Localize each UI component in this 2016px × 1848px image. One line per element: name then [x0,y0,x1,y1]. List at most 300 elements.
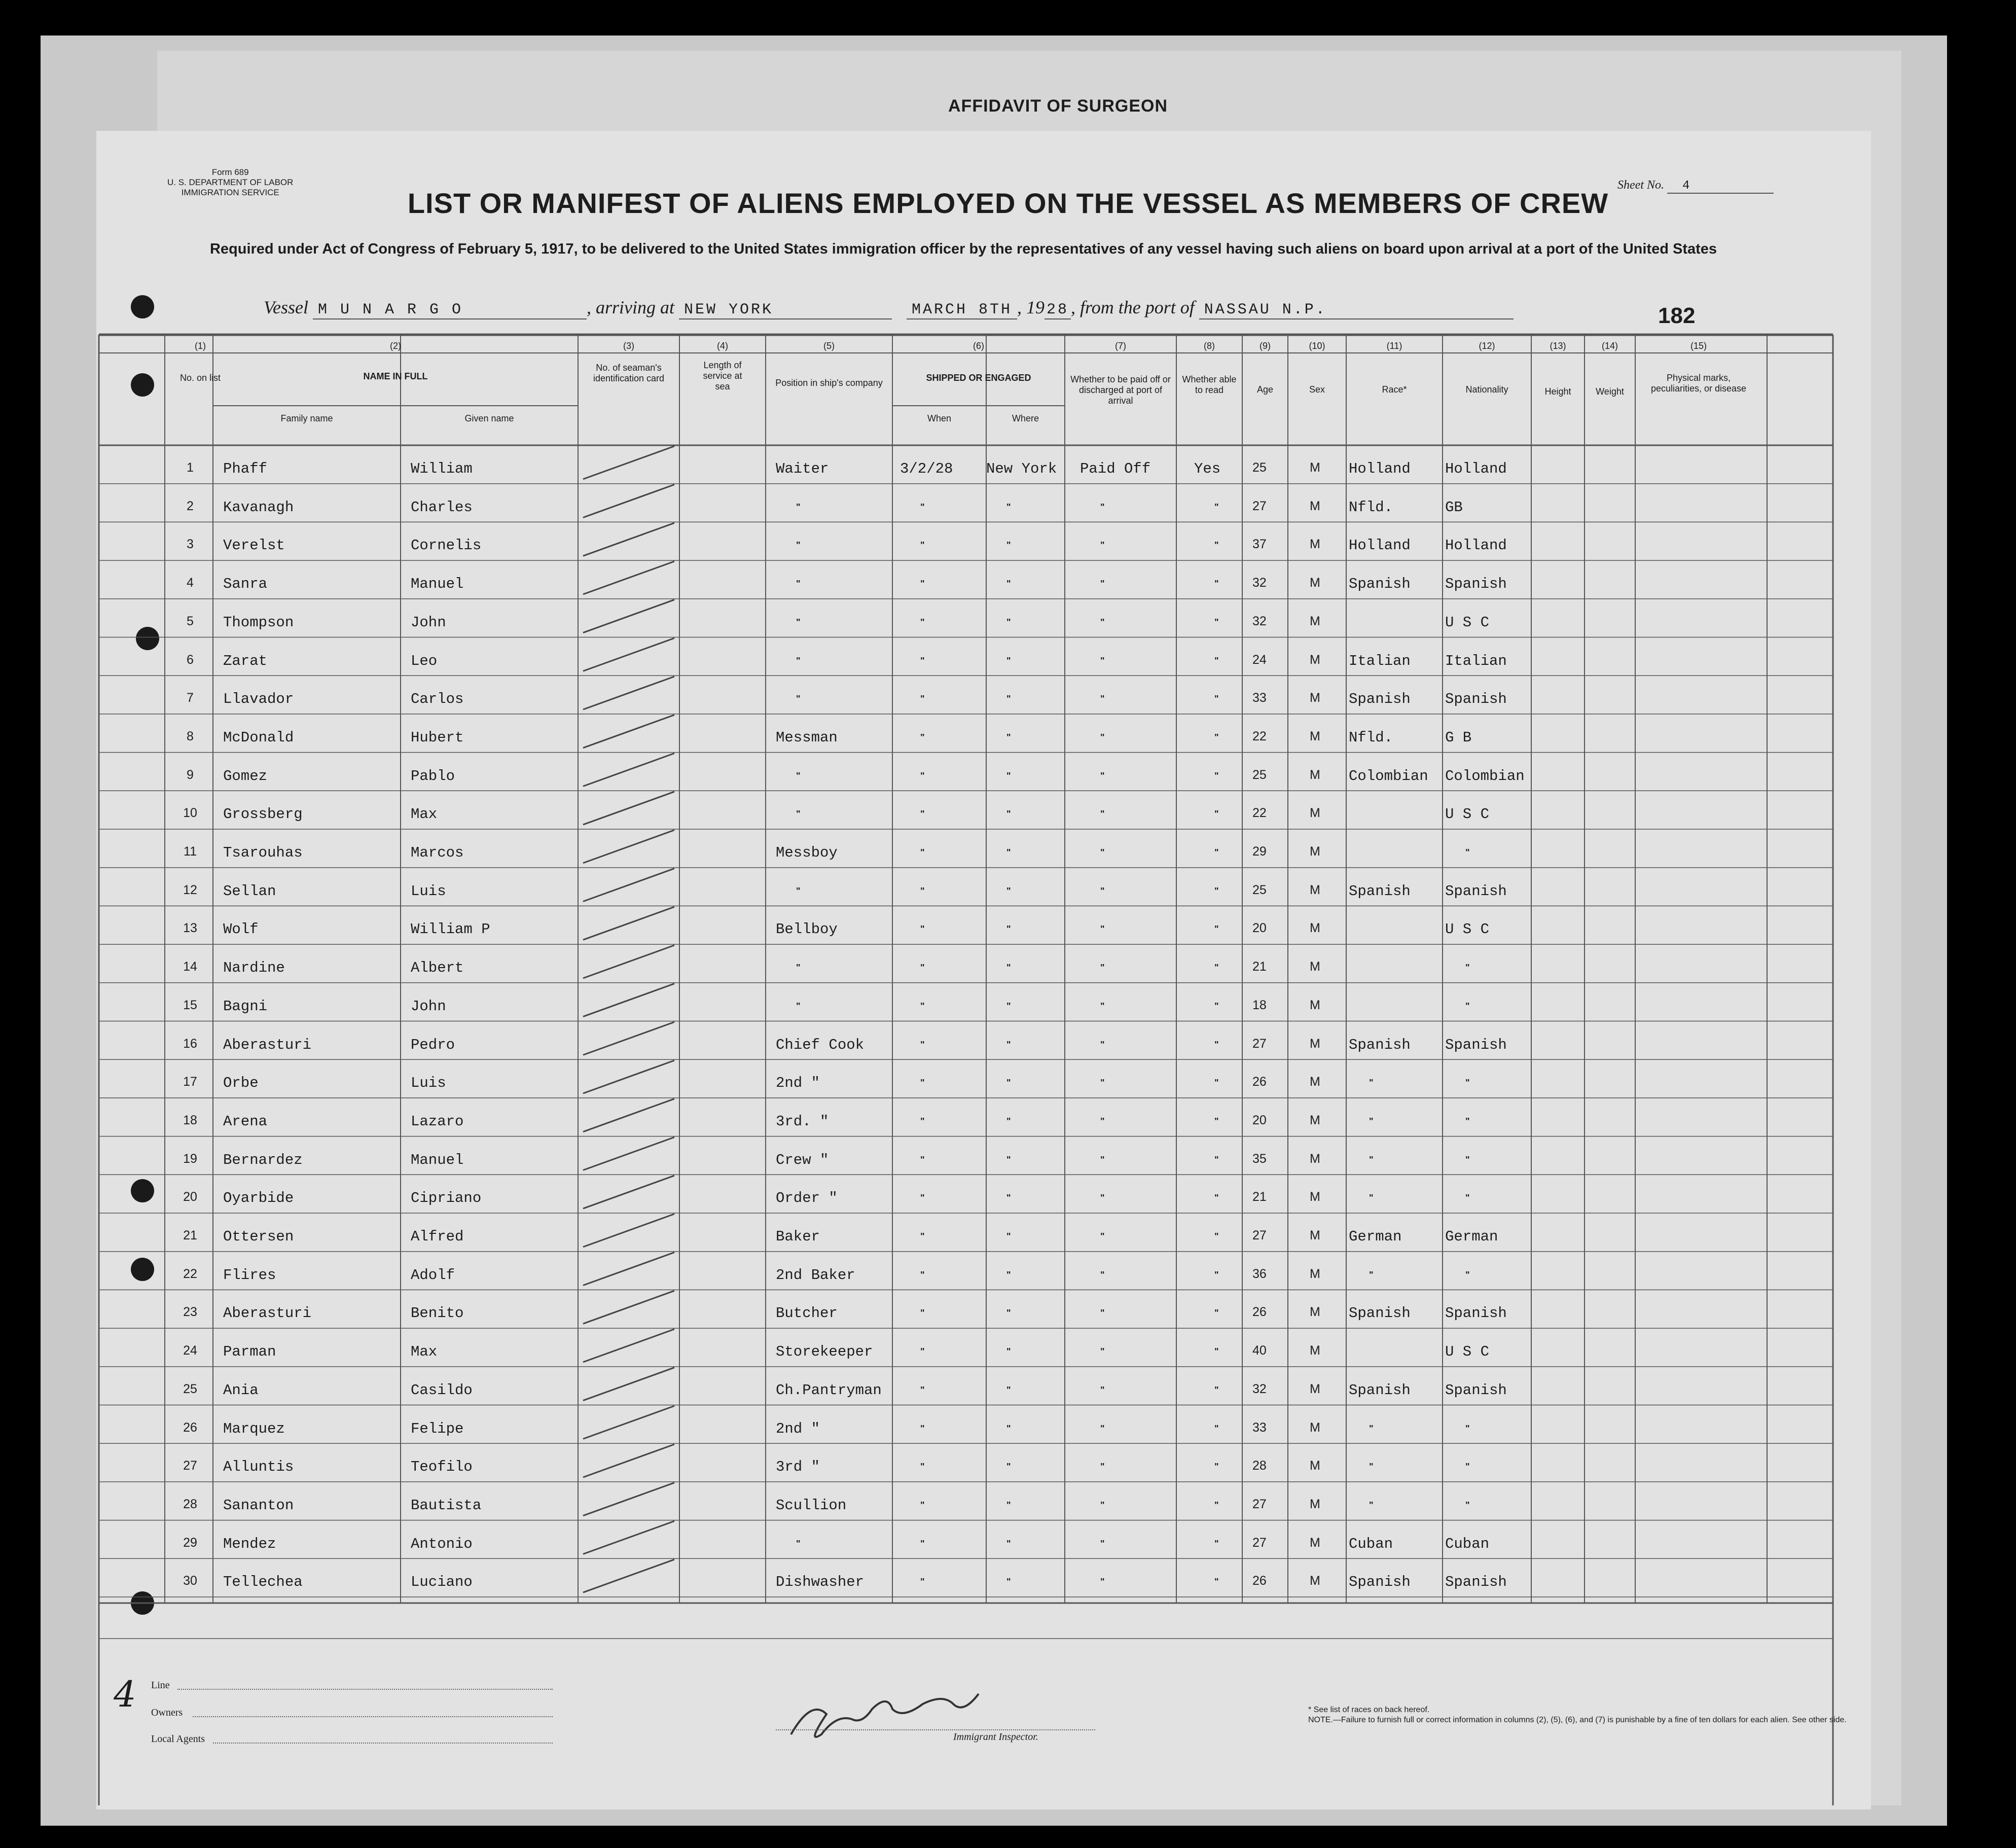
cell-nationality: U S C [1445,806,1490,823]
cell-paid: " [1100,579,1105,589]
cell-age: 27 [1252,1228,1267,1242]
cell-family: Aberasturi [223,1036,312,1053]
cell-family: Aberasturi [223,1305,312,1322]
cell-nationality: G B [1445,729,1472,746]
col3-label: No. of seaman's identification card [593,363,665,383]
cell-when: " [920,617,925,627]
cell-nationality: Holland [1445,460,1507,477]
cell-sex: M [1310,921,1320,936]
cell-position: " [796,540,801,551]
cell-given: Pablo [411,767,455,785]
cell-sex: M [1310,576,1320,590]
cell-sex: M [1310,1305,1320,1320]
cell-nationality: Italian [1445,652,1507,669]
col8-number: (8) [1204,341,1215,351]
cell-read: " [1214,540,1219,551]
cell-no: 13 [183,921,197,936]
cell-age: 33 [1252,1420,1267,1435]
cell-read: " [1214,1346,1219,1357]
cell-read: " [1214,1423,1219,1434]
cell-sex: M [1310,998,1320,1012]
col11-label: Race* [1382,384,1407,395]
cell-nationality: " [1465,1423,1470,1434]
col3-number: (3) [623,341,634,351]
cell-when: " [920,1346,925,1357]
cell-where: " [1006,1001,1011,1011]
cell-when: " [920,809,925,820]
cell-family: Arena [223,1113,268,1130]
cell-sex: M [1310,1497,1320,1511]
cell-given: Antonio [411,1535,473,1552]
cell-sex: M [1310,1075,1320,1089]
cell-when: " [920,732,925,742]
cell-family: Verelst [223,537,285,554]
page-title: LIST OR MANIFEST OF ALIENS EMPLOYED ON THE VESSEL AS MEMBERS OF CREW [407,187,1609,219]
cell-nationality: Spanish [1445,576,1507,593]
col13-label: Height [1544,386,1571,397]
cell-given: Luis [411,882,446,900]
cell-read: " [1214,1039,1219,1050]
cell-age: 32 [1252,576,1267,590]
cell-nationality: GB [1445,499,1463,516]
cell-position: " [796,502,801,512]
cell-when: " [920,655,925,666]
col10-number: (10) [1309,341,1325,351]
cell-given: Max [411,806,438,823]
cell-nationality: " [1465,1154,1470,1165]
cell-read: " [1214,694,1219,704]
cell-family: McDonald [223,729,294,746]
cell-family: Ottersen [223,1228,294,1245]
cell-read: " [1214,1154,1219,1165]
cell-age: 37 [1252,537,1267,552]
cell-sex: M [1310,1113,1320,1127]
cell-family: Mendez [223,1535,276,1552]
cell-age: 35 [1252,1151,1267,1166]
cell-family: Nardine [223,959,285,977]
col2-number: (2) [390,341,401,351]
cell-position: " [796,809,801,820]
cell-position: Ch.Pantryman [776,1381,882,1399]
cell-age: 25 [1252,882,1267,897]
cell-no: 19 [183,1151,197,1166]
cell-position: Butcher [776,1305,838,1322]
cell-age: 20 [1252,921,1267,936]
cell-read: " [1214,885,1219,896]
cell-position: 2nd " [776,1420,820,1437]
cell-race: " [1369,1462,1374,1472]
cell-no: 3 [187,537,194,552]
cell-sex: M [1310,652,1320,667]
cell-read: " [1214,924,1219,935]
cell-given: Benito [411,1305,464,1322]
cell-no: 22 [183,1266,197,1281]
cell-given: Manuel [411,576,464,593]
cell-nationality: " [1465,1269,1470,1280]
cell-when: " [920,1538,925,1549]
cell-nationality: U S C [1445,921,1490,938]
cell-nationality: Spanish [1445,691,1507,708]
cell-where: " [1006,1577,1011,1587]
cell-no: 18 [183,1113,197,1127]
cell-sex: M [1310,959,1320,974]
cell-sex: M [1310,1459,1320,1473]
cell-given: Marcos [411,844,464,861]
cell-read: " [1214,809,1219,820]
cell-race: Spanish [1349,1305,1411,1322]
cell-where: " [1006,1116,1011,1126]
col4-label: Length of service at sea [703,360,742,392]
cell-given: Charles [411,499,473,516]
cell-race: Cuban [1349,1535,1393,1552]
cell-family: Thompson [223,614,294,631]
cell-given: Bautista [411,1497,482,1514]
cell-sex: M [1310,1535,1320,1550]
cell-paid: " [1100,924,1105,935]
cell-sex: M [1310,1151,1320,1166]
cell-no: 17 [183,1075,197,1089]
cell-when: " [920,1462,925,1472]
cell-no: 11 [184,844,197,859]
cell-read: " [1214,1538,1219,1549]
cell-position: " [796,1001,801,1011]
cell-read: " [1214,1308,1219,1319]
race-note: * See list of races on back hereof. [1308,1705,1430,1714]
cell-sex: M [1310,729,1320,743]
inspector-field [776,1729,1095,1730]
cell-nationality: Holland [1445,537,1507,554]
cell-where: " [1006,1078,1011,1088]
cell-family: Kavanagh [223,499,294,516]
cell-when: " [920,579,925,589]
cell-family: Flires [223,1266,276,1284]
cell-family: Marquez [223,1420,285,1437]
page-number: 182 [1658,303,1696,328]
cell-no: 27 [183,1459,197,1473]
cell-given: Luciano [411,1574,473,1591]
cell-where: " [1006,1308,1011,1319]
col1-number: (1) [195,341,206,351]
cell-nationality: " [1465,1001,1470,1011]
cell-given: Adolf [411,1266,455,1284]
cell-sex: M [1310,537,1320,552]
cell-no: 28 [183,1497,197,1511]
cell-paid: " [1100,770,1105,781]
cell-race: " [1369,1423,1374,1434]
cell-sex: M [1310,1190,1320,1204]
cell-race: Colombian [1349,767,1428,785]
cell-no: 23 [183,1305,197,1320]
col7-label: Whether to be paid off or discharged at port of arrival [1070,374,1171,406]
cell-race: " [1369,1193,1374,1203]
cell-when: " [920,502,925,512]
cell-read: " [1214,655,1219,666]
cell-no: 9 [187,767,194,782]
cell-when: " [920,1269,925,1280]
cell-read: " [1214,732,1219,742]
arrival-date: MARCH 8TH [907,301,1017,319]
col6a-label: When [927,413,952,423]
cell-paid: " [1100,617,1105,627]
cell-race: " [1369,1500,1374,1510]
cell-read: " [1214,1193,1219,1203]
cell-no: 20 [183,1190,197,1204]
cell-nationality: " [1465,1462,1470,1472]
cell-sex: M [1310,806,1320,821]
cell-age: 27 [1252,1497,1267,1511]
cell-paid: " [1100,1231,1105,1241]
line-label: Line [151,1680,170,1691]
cell-age: 32 [1252,1381,1267,1396]
cell-family: Orbe [223,1075,259,1092]
col14-label: Weight [1596,386,1624,397]
cell-where: " [1006,579,1011,589]
cell-where: " [1006,502,1011,512]
agents-label: Local Agents [151,1733,205,1745]
cell-age: 26 [1252,1075,1267,1089]
cell-nationality: " [1465,1116,1470,1126]
cell-where: " [1006,1500,1011,1510]
cell-where: New York [986,460,1057,477]
arriving-label: , arriving at [586,297,674,317]
cell-given: John [411,998,446,1015]
cell-no: 30 [183,1574,197,1588]
cell-position: Baker [776,1228,820,1245]
vessel-label: Vessel [264,297,308,317]
cell-paid: " [1100,1154,1105,1165]
footnote [1308,1705,1856,1725]
cell-paid: " [1100,1193,1105,1203]
cell-given: John [411,614,446,631]
col10-label: Sex [1309,384,1325,395]
cell-sex: M [1310,691,1320,705]
cell-when: " [920,1500,925,1510]
cell-sex: M [1310,460,1320,475]
col2a-label: Family name [280,413,333,423]
cell-where: " [1006,1462,1011,1472]
cell-family: Wolf [223,921,259,938]
cell-where: " [1006,1193,1011,1203]
col13-number: (13) [1550,341,1566,351]
cell-given: Pedro [411,1036,455,1053]
cell-when: " [920,885,925,896]
cell-position: 3rd " [776,1459,820,1476]
department-label: U. S. DEPARTMENT OF LABOR [167,177,294,187]
cell-paid: " [1100,694,1105,704]
cell-sex: M [1310,1381,1320,1396]
cell-no: 2 [187,499,194,513]
cell-nationality: U S C [1445,614,1490,631]
cell-read: " [1214,1269,1219,1280]
cell-when: " [920,1154,925,1165]
cell-read: " [1214,1116,1219,1126]
cell-paid: " [1100,1308,1105,1319]
cell-no: 25 [183,1381,197,1396]
cell-nationality: Spanish [1445,1381,1507,1399]
cell-age: 40 [1252,1343,1267,1358]
cell-nationality: Spanish [1445,1305,1507,1322]
cell-read: " [1214,963,1219,973]
cell-read: " [1214,1500,1219,1510]
cell-race: Italian [1349,652,1411,669]
cell-where: " [1006,732,1011,742]
cell-family: Zarat [223,652,268,669]
cell-sex: M [1310,1343,1320,1358]
cell-nationality: German [1445,1228,1498,1245]
cell-nationality: " [1465,1078,1470,1088]
cell-when: " [920,847,925,858]
cell-when: " [920,1116,925,1126]
cell-age: 22 [1252,729,1267,743]
cell-when: " [920,963,925,973]
cell-given: William P [411,921,490,938]
cell-family: Ania [223,1381,259,1399]
cell-given: Max [411,1343,438,1361]
cell-sex: M [1310,882,1320,897]
cell-position: " [796,885,801,896]
cell-race: Holland [1349,537,1411,554]
cell-paid: " [1100,809,1105,820]
cell-position: Bellboy [776,921,838,938]
cell-no: 7 [187,691,194,705]
col1-label: No. on list [179,373,221,383]
cell-no: 14 [183,959,197,974]
cell-nationality: Cuban [1445,1535,1490,1552]
cell-race: Spanish [1349,1381,1411,1399]
cell-where: " [1006,1154,1011,1165]
inspector-label: Immigrant Inspector. [953,1731,1038,1743]
cell-given: Luis [411,1075,446,1092]
sheet-number-label: Sheet No. [1617,179,1664,192]
cell-when: " [920,1039,925,1050]
penalty-note: NOTE.—Failure to furnish full or correct information in columns (2), (5), (6), and (7) is punishable by a fine of ten dollars for each alien. See other side. [1308,1716,1847,1724]
year-prefix: , 19 [1017,297,1045,317]
cell-age: 22 [1252,806,1267,821]
cell-read: " [1214,847,1219,858]
cell-no: 21 [183,1228,197,1242]
cell-race: Spanish [1349,1574,1411,1591]
cell-nationality: " [1465,1500,1470,1510]
cell-race: Spanish [1349,1036,1411,1053]
cell-position: Chief Cook [776,1036,865,1053]
cell-paid: " [1100,502,1105,512]
col6-number: (6) [973,341,984,351]
cell-family: Sanra [223,576,268,593]
cell-age: 27 [1252,1535,1267,1550]
arrival-year: 28 [1045,301,1071,319]
cell-when: " [920,1577,925,1587]
cell-no: 15 [183,998,197,1012]
cell-paid: " [1100,1346,1105,1357]
cell-position: Storekeeper [776,1343,873,1361]
sheet-number-value: 4 [1667,179,1774,194]
cell-nationality: " [1465,1193,1470,1203]
cell-paid: " [1100,1269,1105,1280]
cell-age: 29 [1252,844,1267,859]
from-label: , from the port of [1071,297,1195,317]
col8-label: Whether able to read [1182,374,1237,395]
cell-nationality: Spanish [1445,1036,1507,1053]
cell-when: " [920,1231,925,1241]
cell-given: Lazaro [411,1113,464,1130]
col6-label: SHIPPED OR ENGAGED [926,373,1031,383]
cell-read: " [1214,579,1219,589]
cell-nationality: Colombian [1445,767,1525,785]
cell-age: 27 [1252,499,1267,513]
cell-given: William [411,460,473,477]
cell-age: 28 [1252,1459,1267,1473]
cell-when: " [920,770,925,781]
cell-read: " [1214,1231,1219,1241]
col6b-label: Where [1012,413,1039,423]
cell-read: " [1214,1384,1219,1395]
cell-given: Cornelis [411,537,482,554]
cell-given: Felipe [411,1420,464,1437]
cell-when: " [920,1001,925,1011]
cell-position: " [796,1538,801,1549]
col12-number: (12) [1479,341,1495,351]
cell-paid: " [1100,1423,1105,1434]
departure-port: NASSAU N.P. [1199,301,1514,319]
cell-read: Yes [1194,460,1221,477]
cell-position: Messboy [776,844,838,861]
cell-where: " [1006,809,1011,820]
line-field [177,1689,553,1690]
cell-sex: M [1310,1266,1320,1281]
cell-when: " [920,1384,925,1395]
col5-label: Position in ship's company [775,378,883,388]
cell-where: " [1006,617,1011,627]
cell-sex: M [1310,844,1320,859]
cell-paid: " [1100,847,1105,858]
cell-age: 25 [1252,460,1267,475]
cell-age: 21 [1252,1190,1267,1204]
cell-paid: " [1100,1462,1105,1472]
cell-position: Order " [776,1190,838,1207]
cell-no: 10 [183,806,197,821]
cell-position: 2nd Baker [776,1266,855,1284]
cell-no: 6 [187,652,194,667]
cell-age: 27 [1252,1036,1267,1051]
cell-paid: " [1100,1001,1105,1011]
col12-label: Nationality [1465,384,1508,395]
cell-where: " [1006,1538,1011,1549]
cell-race: Holland [1349,460,1411,477]
cell-age: 26 [1252,1305,1267,1320]
cell-read: " [1214,617,1219,627]
cell-given: Teofilo [411,1459,473,1476]
cell-read: " [1214,1001,1219,1011]
cell-where: " [1006,885,1011,896]
affidavit-title: AFFIDAVIT OF SURGEON [948,96,1168,116]
cell-family: Bernardez [223,1151,303,1168]
cell-given: Carlos [411,691,464,708]
arrival-port: NEW YORK [679,301,892,319]
service-label: IMMIGRATION SERVICE [181,188,279,197]
col9-label: Age [1256,384,1274,395]
cell-when: 3/2/28 [900,460,953,477]
cell-family: Alluntis [223,1459,294,1476]
cell-family: Tsarouhas [223,844,303,861]
cell-family: Bagni [223,998,268,1015]
cell-paid: " [1100,1078,1105,1088]
agents-field [213,1743,553,1744]
cell-where: " [1006,655,1011,666]
cell-when: " [920,540,925,551]
cell-family: Parman [223,1343,276,1361]
cell-position: 2nd " [776,1075,820,1092]
col11-number: (11) [1386,341,1402,351]
